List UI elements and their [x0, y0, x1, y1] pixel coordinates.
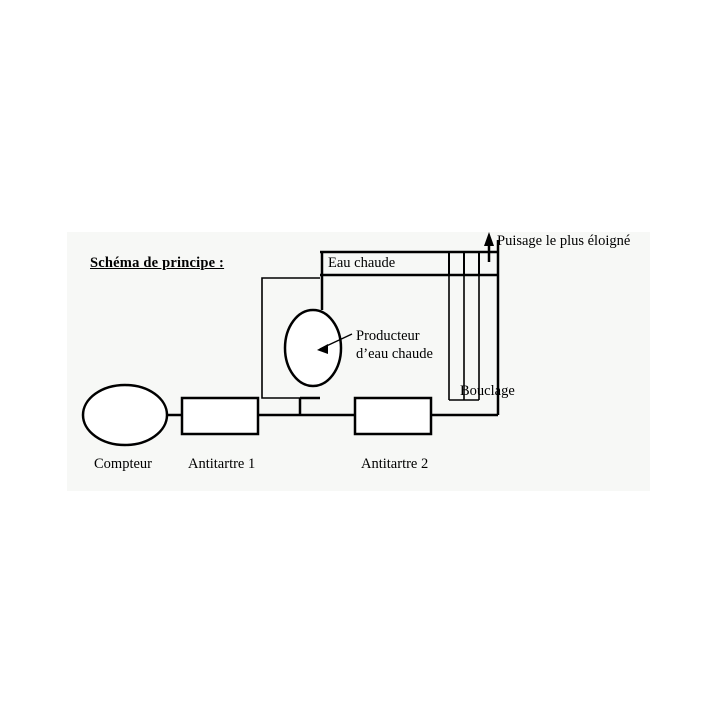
page-title: Schéma de principe :: [90, 255, 225, 271]
label-eau-chaude: Eau chaude: [328, 255, 396, 271]
label-compteur: Compteur: [94, 456, 152, 472]
label-antitartre-2: Antitartre 2: [361, 456, 429, 472]
label-puisage-le-plus-eloigne: Puisage le plus éloigné: [497, 233, 631, 249]
compteur-shape: [83, 385, 167, 445]
puisage-arrow-head: [484, 232, 494, 246]
producteur-eau-chaude-shape: [285, 310, 341, 386]
label-producteur-line2: d’eau chaude: [356, 346, 433, 362]
antitartre1-shape: [182, 398, 258, 434]
label-producteur-line1: Producteur: [356, 328, 420, 344]
antitartre2-shape: [355, 398, 431, 434]
label-antitartre-1: Antitartre 1: [188, 456, 256, 472]
label-bouclage: Bouclage: [460, 383, 515, 399]
